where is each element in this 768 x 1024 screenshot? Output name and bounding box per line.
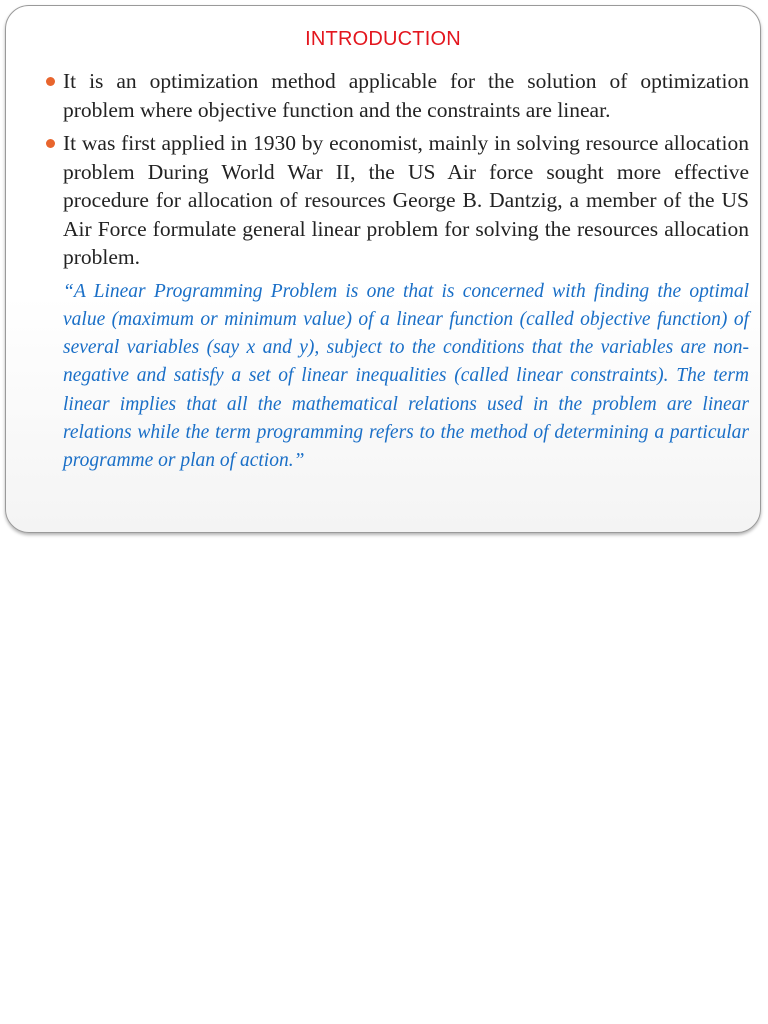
bullet-dot-icon [46, 77, 55, 86]
bullet-dot-icon [46, 139, 55, 148]
definition-quote: “A Linear Programming Problem is one that is concerned with finding the optimal value (maximum or minimum value) of a linear function (called objective function) of several variables (say x and y), subject to the conditions that the variables are non-negative and satisfy a set of linear inequalities (called linear constraints). The term linear implies that all the mathematical relations used in the problem are linear relations while the term programming refers to the method of determining a particular programme or plan of action.” [63, 280, 749, 472]
bullet-text: It was first applied in 1930 by economist, mainly in solving resource allocation problem During World War II, the US Air force sought more effective procedure for allocation of resources George B. Dantzig, a member of the US Air Force formulate general linear problem for solving the resources allocation problem. [63, 131, 749, 269]
slide-title: INTRODUCTION [305, 28, 461, 50]
slide-frame [5, 5, 761, 533]
bullet-item-history [63, 129, 749, 272]
slide-content [63, 67, 749, 476]
bullet-item-definition [63, 67, 749, 124]
bullet-text: It is an optimization method applicable for the solution of optimization problem where objective function and the constraints are linear. [63, 69, 749, 122]
